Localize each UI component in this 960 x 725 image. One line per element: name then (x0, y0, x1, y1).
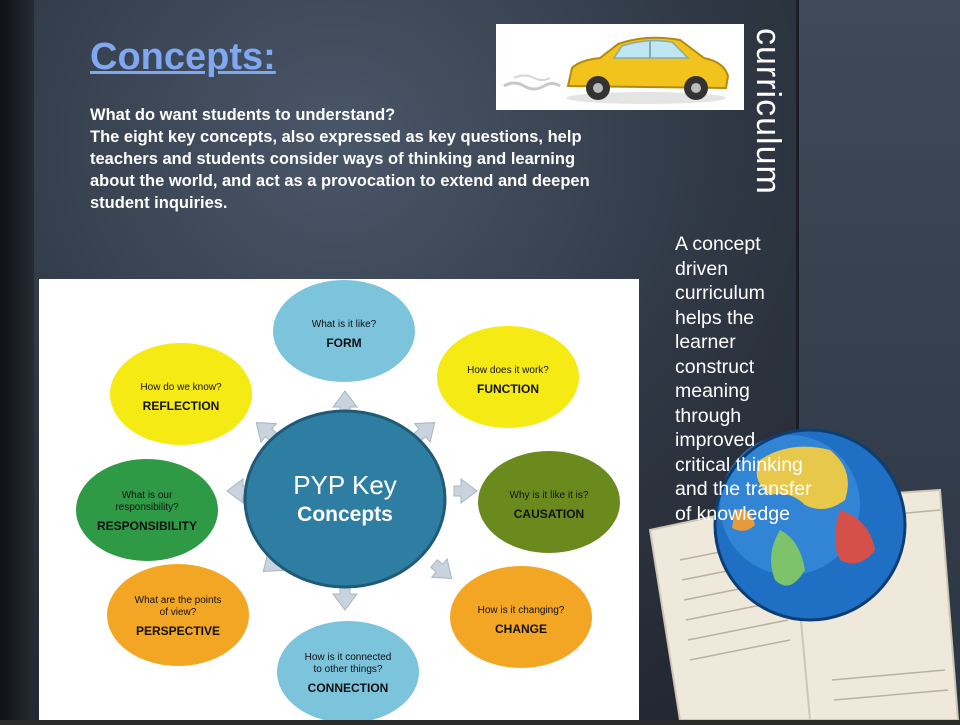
car-image (496, 24, 744, 110)
concept-question: What is our (121, 490, 173, 501)
pyp-key-concepts-diagram (39, 279, 639, 720)
concept-question: Why is it like it is? (509, 490, 589, 501)
concept-name: CONNECTION (307, 681, 389, 695)
concept-name: FORM (326, 336, 362, 350)
arrow-icon (454, 479, 477, 503)
intro-line: The eight key concepts, also expressed as key questions, help (90, 128, 582, 146)
concept-question: How do we know? (140, 382, 222, 393)
concept-node-form (272, 279, 416, 383)
concept-question: How is it changing? (477, 605, 565, 616)
arrow-icon (426, 554, 459, 587)
concept-node-function (436, 325, 580, 429)
concept-node-causation (477, 450, 621, 554)
center-title: PYP Key (293, 470, 397, 500)
concept-question: responsibility? (115, 502, 179, 513)
concept-name: CAUSATION (513, 507, 585, 521)
concept-name: PERSPECTIVE (135, 624, 221, 638)
vertical-label: curriculum (749, 28, 787, 195)
concept-name: RESPONSIBILITY (96, 519, 198, 533)
intro-line: teachers and students consider ways of thinking and learning (90, 150, 576, 168)
concept-node-change (449, 565, 593, 669)
concept-ellipse (449, 565, 593, 669)
arrow-icon (333, 587, 357, 610)
concept-name: CHANGE (494, 622, 548, 636)
concept-ellipse (109, 342, 253, 446)
concept-node-responsibility (75, 458, 219, 562)
concept-question: of view? (159, 607, 197, 618)
concept-question: What are the points (134, 595, 222, 606)
center-subtitle: Concepts (297, 503, 393, 526)
intro-line: student inquiries. (90, 194, 228, 212)
concept-node-perspective (106, 563, 250, 667)
concept-name: REFLECTION (142, 399, 220, 413)
concept-ellipse (477, 450, 621, 554)
concept-node-connection (276, 620, 420, 720)
intro-text (90, 104, 760, 214)
intro-question: What do want students to understand? (90, 106, 396, 124)
concept-ellipse (436, 325, 580, 429)
concept-question: How is it connected (304, 652, 392, 663)
concept-node-reflection (109, 342, 253, 446)
concepts-diagram-svg (39, 279, 639, 720)
concept-name: FUNCTION (477, 382, 539, 396)
car-icon (496, 24, 744, 110)
intro-line: about the world, and act as a provocation to extend and deepen (90, 172, 590, 190)
slide-left-edge (0, 0, 34, 720)
side-text: A concept driven curriculum helps the learner construct meaning through improved critical thinking and the transfer of knowledge (675, 233, 812, 525)
concept-question: to other things? (313, 664, 383, 675)
concept-ellipse (272, 279, 416, 383)
concept-question: What is it like? (311, 319, 377, 330)
concept-question: How does it work? (467, 365, 549, 376)
slide-title: Concepts: (90, 36, 276, 78)
